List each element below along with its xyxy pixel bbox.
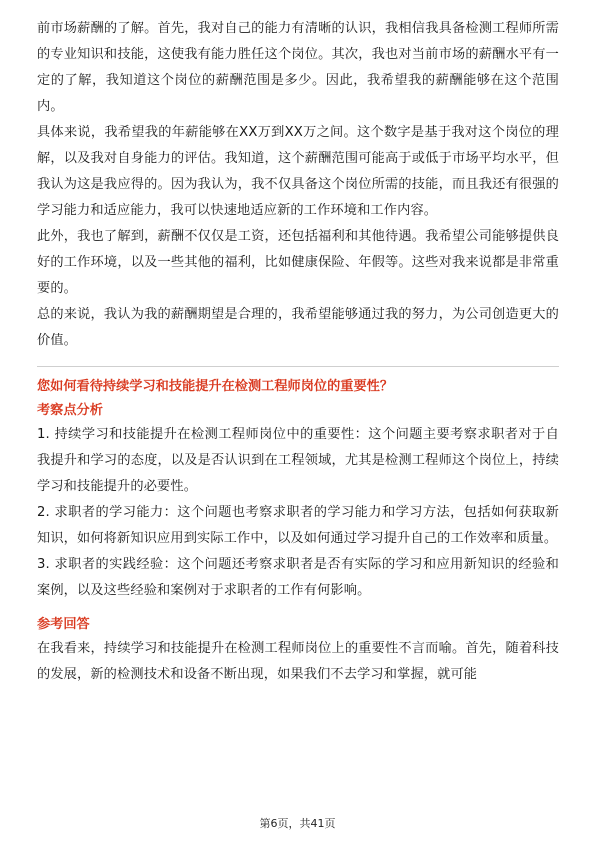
page-number-footer: 第6页，共41页 xyxy=(259,817,336,830)
document-page xyxy=(37,16,559,688)
body-paragraph: 前市场薪酬的了解。首先，我对自己的能力有清晰的认识，我相信我具备检测工程师所需的专业知识和技能，这使我有能力胜任这个岗位。其次，我也对当前市场的薪酬水平有一定的了解，我知道这个岗位的薪酬范围是多少。因此，我希望我的薪酬能够在这个范围内。 xyxy=(37,21,559,114)
analysis-point: 1. 持续学习和技能提升在检测工程师岗位中的重要性：这个问题主要考察求职者对于自我提升和学习的态度，以及是否认识到在工程领域，尤其是检测工程师这个岗位上，持续学习和技能提升的必要性。 xyxy=(37,427,559,494)
body-paragraph: 总的来说，我认为我的薪酬期望是合理的，我希望能够通过我的努力，为公司创造更大的价值。 xyxy=(37,307,559,348)
section-divider xyxy=(37,366,559,367)
analysis-heading: 考察点分析 xyxy=(37,403,103,418)
body-paragraph: 此外，我也了解到，薪酬不仅仅是工资，还包括福利和其他待遇。我希望公司能够提供良好的工作环境，以及一些其他的福利，比如健康保险、年假等。这些对我来说都是非常重要的。 xyxy=(37,229,559,296)
analysis-point: 2. 求职者的学习能力：这个问题也考察求职者的学习能力和学习方法，包括如何获取新知识，如何将新知识应用到实际工作中，以及如何通过学习提升自己的工作效率和质量。 xyxy=(37,505,559,546)
answer-heading: 参考回答 xyxy=(37,617,90,632)
question-heading: 您如何看待持续学习和技能提升在检测工程师岗位的重要性？ xyxy=(37,379,394,394)
body-paragraph: 具体来说，我希望我的年薪能够在XX万到XX万之间。这个数字是基于我对这个岗位的理解，以及我对自身能力的评估。我知道，这个薪酬范围可能高于或低于市场平均水平，但我认为这是我应得的。因为我认为，我不仅具备这个岗位所需的技能，而且我还有很强的学习能力和适应能力，我可以快速地适应新的工作环境和工作内容。 xyxy=(37,125,559,218)
analysis-point: 3. 求职者的实践经验：这个问题还考察求职者是否有实际的学习和应用新知识的经验和案例，以及这些经验和案例对于求职者的工作有何影响。 xyxy=(37,557,559,598)
answer-paragraph: 在我看来，持续学习和技能提升在检测工程师岗位上的重要性不言而喻。首先，随着科技的发展，新的检测技术和设备不断出现，如果我们不去学习和掌握，就可能 xyxy=(37,641,559,682)
